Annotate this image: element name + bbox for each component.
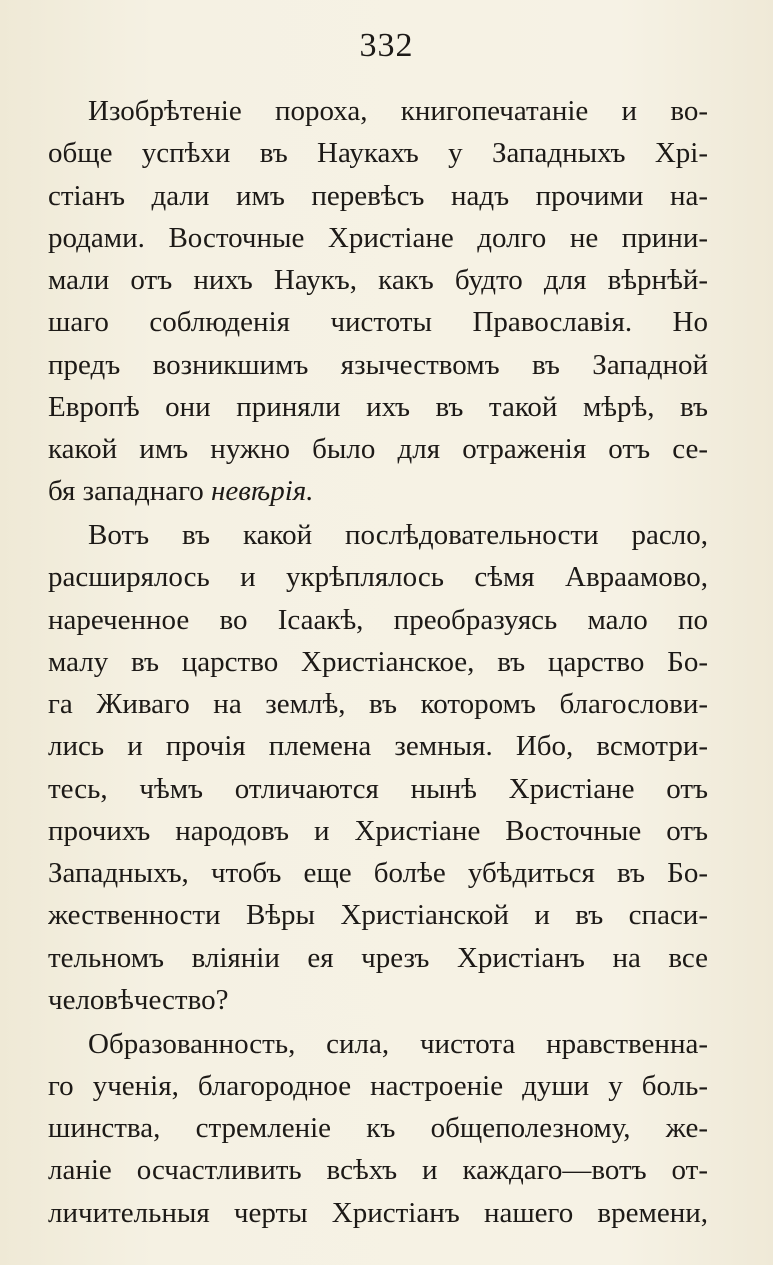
text-line: мали отъ нихъ Наукъ, какъ будто для вѣрнѣй- [48, 264, 708, 296]
text-line: человѣчество? [48, 983, 229, 1016]
text-line: прочихъ народовъ и Христіане Восточные отъ [48, 814, 708, 847]
text-line: Изобрѣтеніе пороха, книгопечатаніе и во- [88, 95, 708, 127]
body-text [48, 90, 708, 1234]
page-number: 332 [359, 27, 414, 64]
text-line: малу въ царство Христіанское, въ царство Бо- [48, 645, 708, 678]
text-line: личительныя черты Христіанъ нашего времени, [48, 1196, 708, 1229]
emphasized-word: невѣрія. [211, 475, 314, 508]
text-line: шаго соблюденія чистоты Православія. Но [48, 306, 708, 339]
text-line: нареченное во Ісаакѣ, преобразуясь мало по [48, 603, 708, 636]
text-line: тесь, чѣмъ отличаются нынѣ Христіане отъ [48, 772, 708, 805]
text-line: ланіе осчастливить всѣхъ и каждаго—вотъ от- [48, 1154, 708, 1187]
text-line: стіанъ дали имъ перевѣсъ надъ прочими на- [48, 179, 708, 212]
text-line: лись и прочія племена земныя. Ибо, всмотри- [48, 730, 708, 763]
text-line: тельномъ вліяніи ея чрезъ Христіанъ на все [48, 941, 708, 974]
text-line: го ученія, благородное настроеніе души у боль- [48, 1069, 708, 1102]
text-line [48, 470, 708, 512]
text-line: расширялось и укрѣплялось сѣмя Авраамово, [48, 561, 708, 594]
text-line: Европѣ они приняли ихъ въ такой мѣрѣ, въ [48, 390, 708, 423]
text-line: га Живаго на землѣ, въ которомъ благослови- [48, 688, 708, 720]
text-line: обще успѣхи въ Наукахъ у Западныхъ Хрі- [48, 137, 708, 170]
text-line-prefix: бя западнаго [48, 475, 212, 508]
text-line: шинства, стремленіе къ общеполезному, же- [48, 1112, 708, 1144]
text-line: Западныхъ, чтобъ еще болѣе убѣдиться въ Бо- [48, 857, 708, 889]
text-line: Вотъ въ какой послѣдовательности расло, [88, 519, 708, 551]
text-line: родами. Восточные Христіане долго не прини- [48, 221, 708, 254]
text-line: Образованность, сила, чистота нравственна- [88, 1027, 708, 1060]
text-line: предъ возникшимъ язычествомъ въ Западной [48, 348, 708, 381]
text-line: жественности Вѣры Христіанской и въ спаси- [48, 899, 708, 932]
text-line: какой имъ нужно было для отраженія отъ се- [48, 433, 708, 465]
